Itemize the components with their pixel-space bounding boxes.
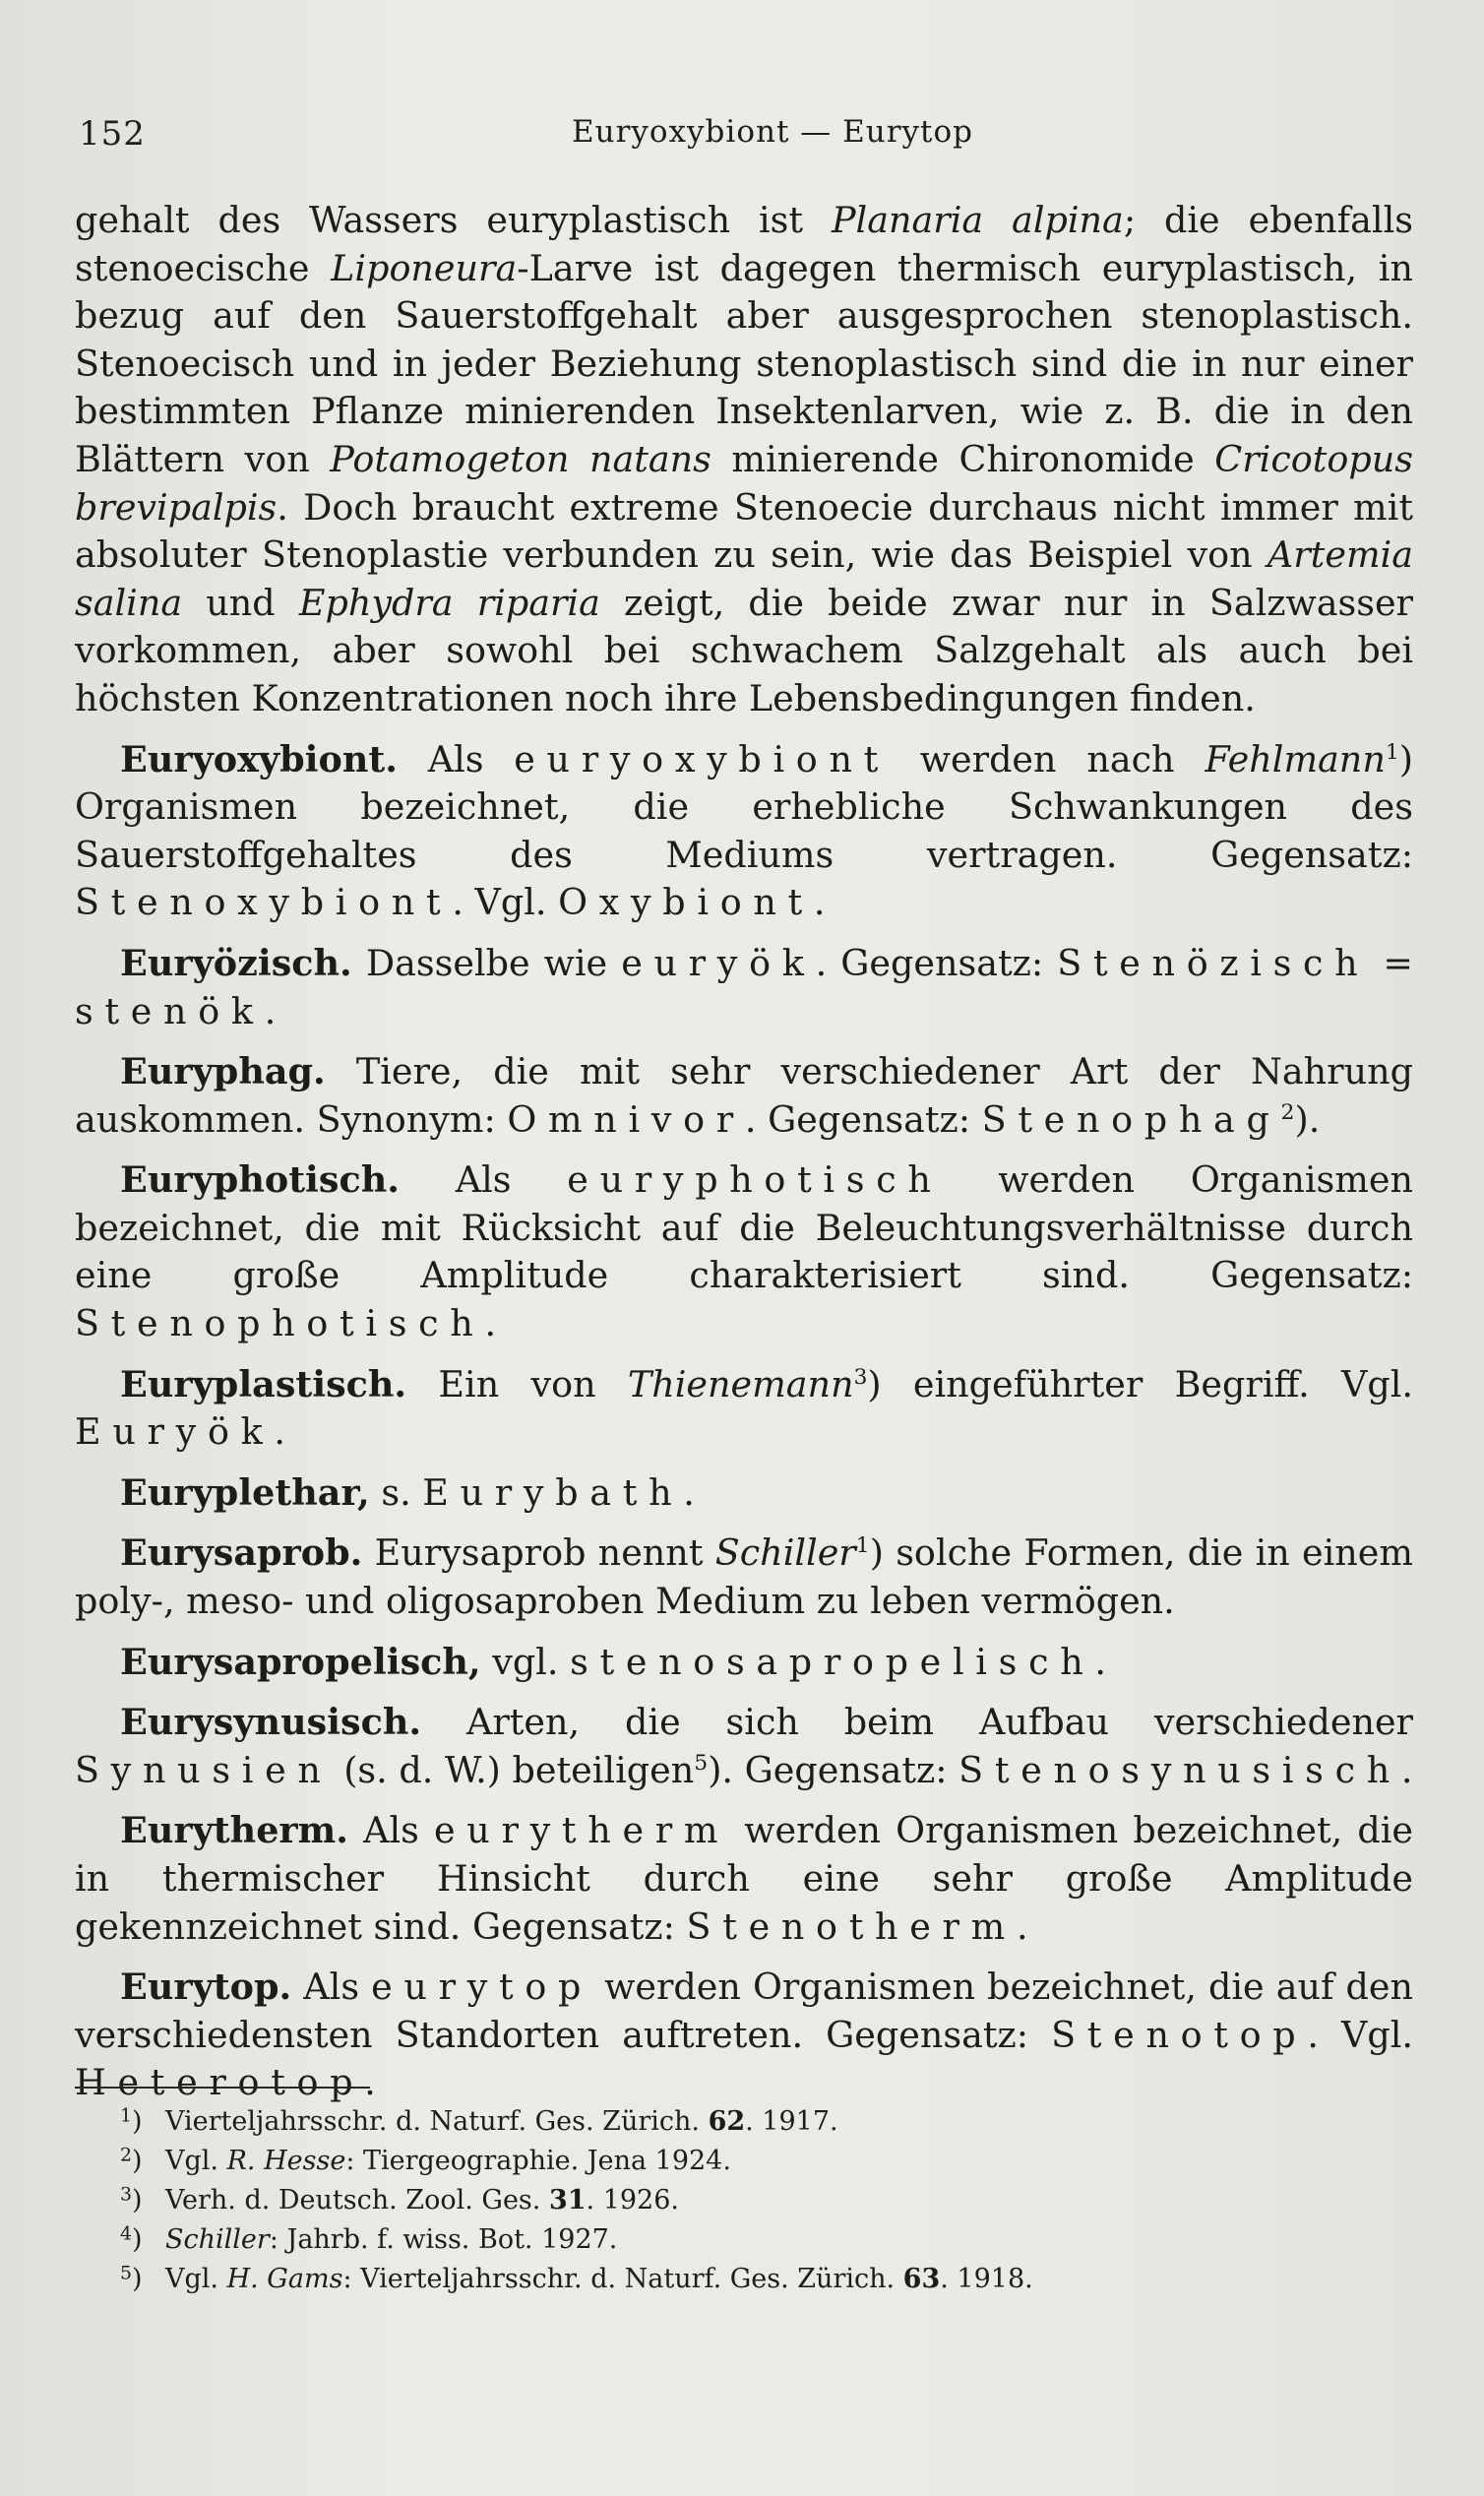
footnote-marker: $^2$) <box>120 2144 143 2176</box>
footnote-4: $^4$) Schiller: Jahrb. f. wiss. Bot. 1927. <box>120 2220 1350 2260</box>
footnote-3: $^3$) Verh. d. Deutsch. Zool. Ges. 31. 1926. <box>120 2181 1350 2220</box>
author-name: Schiller <box>714 1531 856 1575</box>
entry-eurysaprob: Eurysaprob. Eurysaprob nennt Schiller$^1$) solche Formen, die in einem poly-, meso- und oligosaproben Medium zu leben vermögen. <box>75 1531 1413 1623</box>
entry-euryphotisch: Euryphotisch. Als euryphotisch werden Organismen bezeichnet, die mit Rücksicht auf die Beleuchtungsverhältnisse durch eine große Amplitude charakterisiert sind. Gegensatz: Stenophotisch. <box>75 1158 1413 1345</box>
entry-term: Eurysynusisch. <box>120 1701 422 1744</box>
entry-term: Euryözisch. <box>120 941 352 984</box>
entry-term: Euryplastisch. <box>120 1362 407 1405</box>
footnote-marker: $^1$) <box>120 2104 143 2137</box>
footnote-5: $^5$) Vgl. H. Gams: Vierteljahrsschr. d. Naturf. Ges. Zürich. 63. 1918. <box>120 2260 1350 2299</box>
footnote-ref: 1 <box>855 1533 870 1559</box>
entry-term: Eurysaprob. <box>120 1531 363 1575</box>
footnote-2: $^2$) Vgl. R. Hesse: Tiergeographie. Jena 1924. <box>120 2142 1350 2181</box>
entry-term: Euryphag. <box>120 1050 326 1093</box>
entry-eurytherm: Eurytherm. Als eurytherm werden Organismen bezeichnet, die in thermischer Hinsicht durch eine sehr große Amplitude gekennzeichnet sind. Gegensatz: Stenotherm. <box>75 1809 1413 1948</box>
entry-term: Eurysapropelisch, <box>120 1640 481 1683</box>
entry-term: Euryoxybiont. <box>120 737 398 780</box>
author-name: Thienemann <box>627 1362 854 1405</box>
running-head: Euryoxybiont — Eurytop <box>571 114 974 150</box>
footnote-ref: 3 <box>853 1364 868 1390</box>
entry-euryplastisch: Euryplastisch. Ein von Thienemann$^3$) eingeführter Begriff. Vgl. Euryök. <box>75 1362 1413 1454</box>
footnote-ref: 1 <box>1385 739 1399 765</box>
footnote-divider <box>75 2087 370 2089</box>
footnote-marker: $^4$) <box>120 2222 143 2255</box>
entry-eurysapropelisch: Eurysapropelisch, vgl. stenosapropelisch. <box>120 1640 1106 1683</box>
entry-term: Eurytherm. <box>120 1809 348 1852</box>
entry-term: Euryplethar, <box>120 1470 370 1514</box>
entry-euryoezisch: Euryözisch. Dasselbe wie euryök. Gegensatz: Stenözisch = stenök. <box>75 941 1414 1032</box>
entry-eurytop: Eurytop. Als eurytop werden Organismen bezeichnet, die auf den verschiedensten Standorten auftreten. Gegensatz: Stenotop. Vgl. Heterotop. <box>75 1966 1414 2104</box>
entry-term: Euryphotisch. <box>120 1158 400 1202</box>
entry-eurysynusisch: Eurysynusisch. Arten, die sich beim Aufbau verschiedener Synusien (s. d. W.) beteiligen$^5$). Gegensatz: Stenosynusisch. <box>75 1701 1413 1791</box>
footnote-ref: 2 <box>1280 1099 1295 1125</box>
body-text <box>75 197 1413 2107</box>
entry-term: Eurytop. <box>120 1966 292 2009</box>
entry-euryoxybiont: Euryoxybiont. Als euryoxybiont werden nach Fehlmann$^1$) Organismen bezeichnet, die erhebliche Schwankungen des Sauerstoffgehaltes des Mediums vertragen. Gegensatz: Stenoxybiont. Vgl. Oxybiont. <box>75 737 1414 924</box>
entry-euryplethar: Euryplethar, s. Eurybath. <box>120 1470 695 1514</box>
entry-euryphag: Euryphag. Tiere, die mit sehr verschiedener Art der Nahrung auskommen. Synonym: Omnivor. Gegensatz: Stenophag$^2$). <box>75 1050 1413 1141</box>
footnote-1: $^1$) Vierteljahrsschr. d. Naturf. Ges. Zürich. 62. 1917. <box>120 2102 1350 2142</box>
author-name: Fehlmann <box>1205 737 1386 780</box>
intro-paragraph: gehalt des Wassers euryplastisch ist Planaria alpina; die ebenfalls stenoecische Liponeura-Larve ist dagegen thermisch euryplastisch, in bezug auf den Sauerstoffgehalt aber ausgesprochen stenoplastisch. Stenoecisch und in jeder Beziehung stenoplastisch sind die in nur einer bestimmten Pflanze minierenden Insektenlarven, wie z. B. die in den Blättern von Potamogeton natans minierende Chironomide Cricotopus brevipalpis. Doch braucht extreme Stenoecie durchaus nicht immer mit absoluter Stenoplastie verbunden zu sein, wie das Beispiel von Artemia salina und Ephydra riparia zeigt, die beide zwar nur in Salzwasser vorkommen, aber sowohl bei schwachem Salzgehalt als auch bei höchsten Konzentrationen noch ihre Lebensbedingungen finden. <box>75 199 1413 719</box>
footnote-marker: $^3$) <box>120 2183 143 2215</box>
page-header <box>79 106 1407 165</box>
page-number: 152 <box>79 114 146 154</box>
footnote-ref: 5 <box>694 1750 709 1776</box>
footnote-marker: $^5$) <box>120 2262 143 2294</box>
footnotes <box>120 2102 1350 2299</box>
